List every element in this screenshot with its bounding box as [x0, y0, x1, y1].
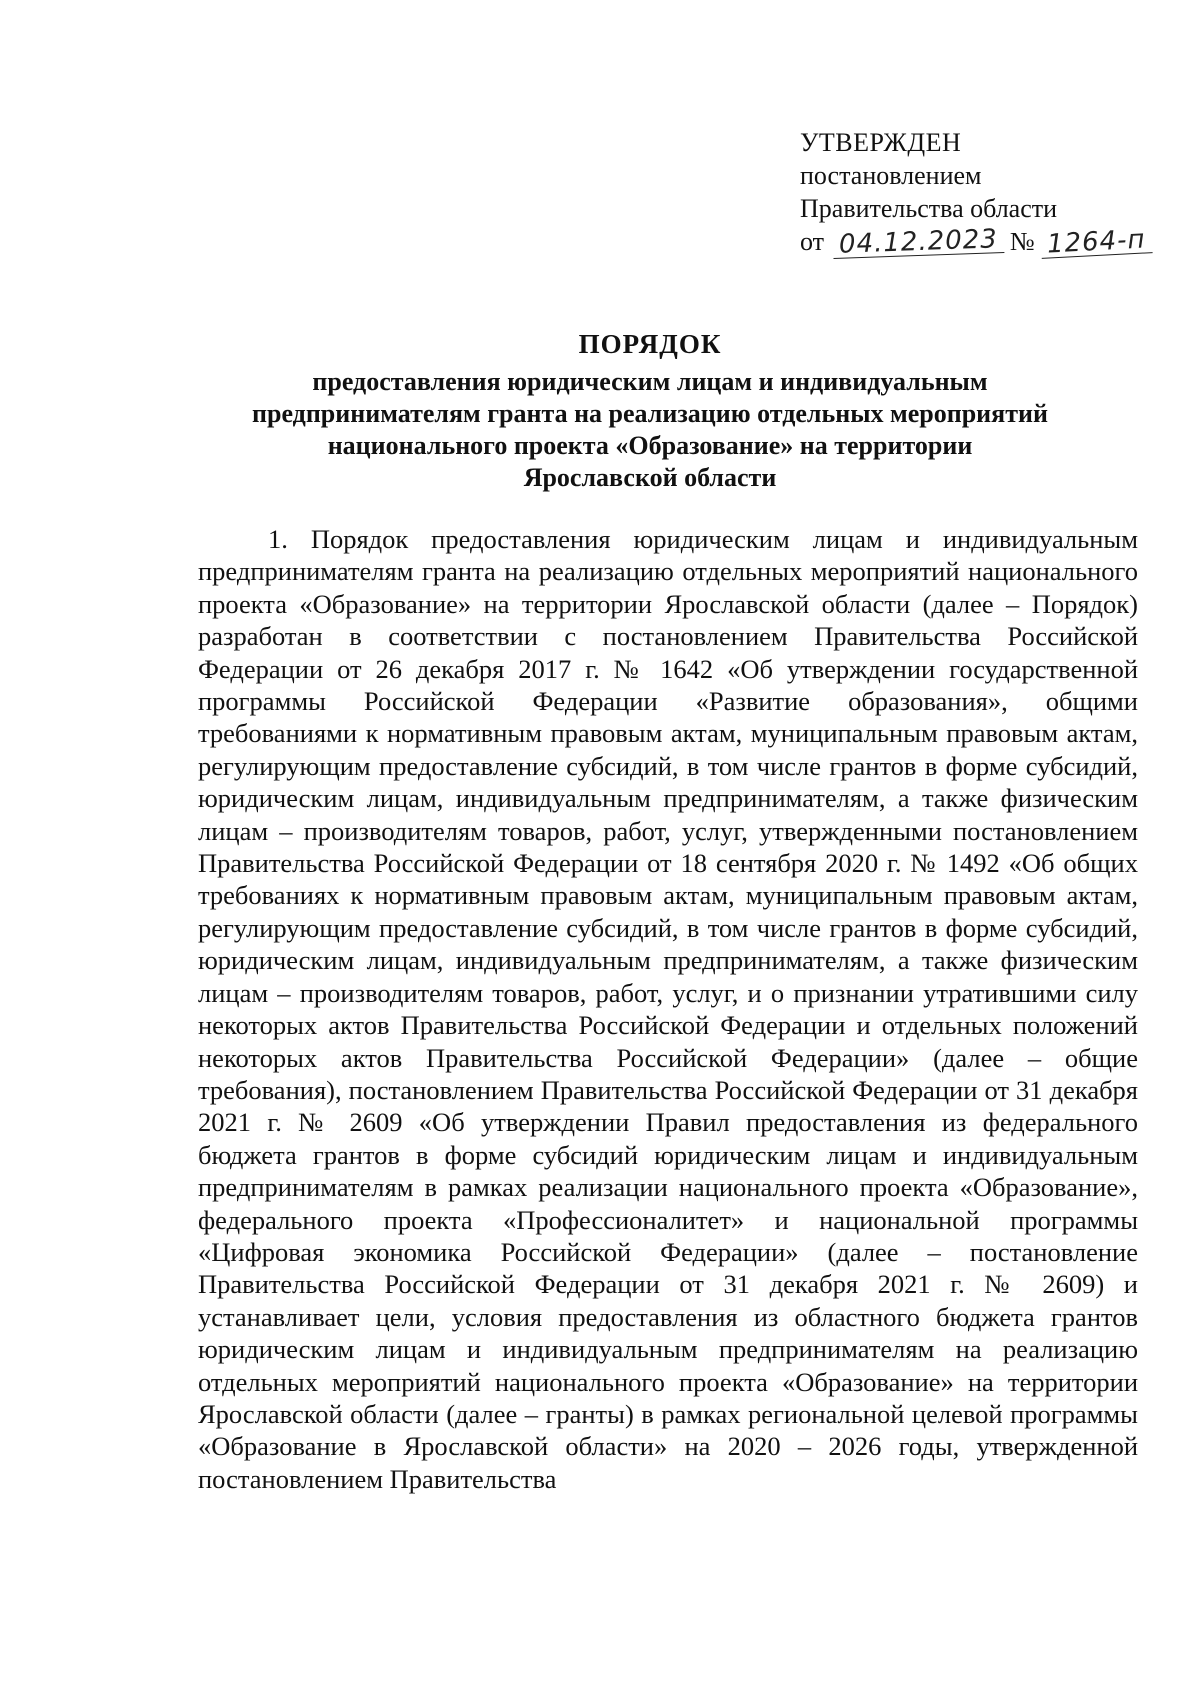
title-subtitle-line: предоставления юридическим лицам и индивидуальным: [312, 367, 988, 396]
approval-heading: УТВЕРЖДЕН: [800, 128, 962, 157]
title-subtitle-line: Ярославской области: [523, 463, 777, 492]
title-subtitle-line: предпринимателям гранта на реализацию отдельных мероприятий: [252, 399, 1048, 428]
approval-line-2: Правительства области: [800, 194, 1058, 223]
date-prefix: от: [800, 227, 825, 256]
approval-date-line: [800, 225, 1160, 258]
number-prefix: №: [1009, 227, 1035, 256]
title-subtitle-line: национального проекта «Образование» на территории: [327, 431, 973, 460]
approval-line-1: постановлением: [800, 161, 982, 190]
body-paragraph-1: 1. Порядок предоставления юридическим лицам и индивидуальным предпринимателям гранта на реализацию отдельных мероприятий национального проекта «Образование» на территории Ярославской области (далее – Порядок) разработан в соответствии с постановлением Правительства Российской Федерации от 26 декабря 2017 г. № 1642 «Об утверждении государственной программы Российской Федерации «Развитие образования», общими требованиями к нормативным правовым актам, муниципальным правовым актам, регулирующим предоставление субсидий, в том числе грантов в форме субсидий, юридическим лицам, индивидуальным предпринимателям, а также физическим лицам – производителям товаров, работ, услуг, утвержденными постановлением Правительства Российской Федерации от 18 сентября 2020 г. № 1492 «Об общих требованиях к нормативным правовым актам, муниципальным правовым актам, регулирующим предоставление субсидий, в том числе грантов в форме субсидий, юридическим лицам, индивидуальным предпринимателям, а также физическим лицам – производителям товаров, работ, услуг, и о признании утратившими силу некоторых актов Правительства Российской Федерации и отдельных положений некоторых актов Правительства Российской Федерации» (далее – общие требования), постановлением Правительства Российской Федерации от 31 декабря 2021 г. № 2609 «Об утверждении Правил предоставления из федерального бюджета грантов в форме субсидий юридическим лицам и индивидуальным предпринимателям в рамках реализации национального проекта «Образование», федерального проекта «Профессионалитет» и национальной программы «Цифровая экономика Российской Федерации» (далее – постановление Правительства Российской Федерации от 31 декабря 2021 г. № 2609) и устанавливает цели, условия предоставления из областного бюджета грантов юридическим лицам и индивидуальным предпринимателям на реализацию отдельных мероприятий национального проекта «Образование» на территории Ярославской области (далее – гранты) в рамках региональной целевой программы «Образование в Ярославской области» на 2020 – 2026 годы, утвержденной постановлением Правительства: [198, 524, 1138, 1494]
title-main: ПОРЯДОК: [578, 329, 722, 359]
handwritten-number: 1264-п: [1041, 226, 1153, 259]
approval-stamp: [800, 126, 1160, 258]
document-title: [150, 328, 1150, 494]
handwritten-date: 04.12.2023: [832, 226, 1004, 259]
